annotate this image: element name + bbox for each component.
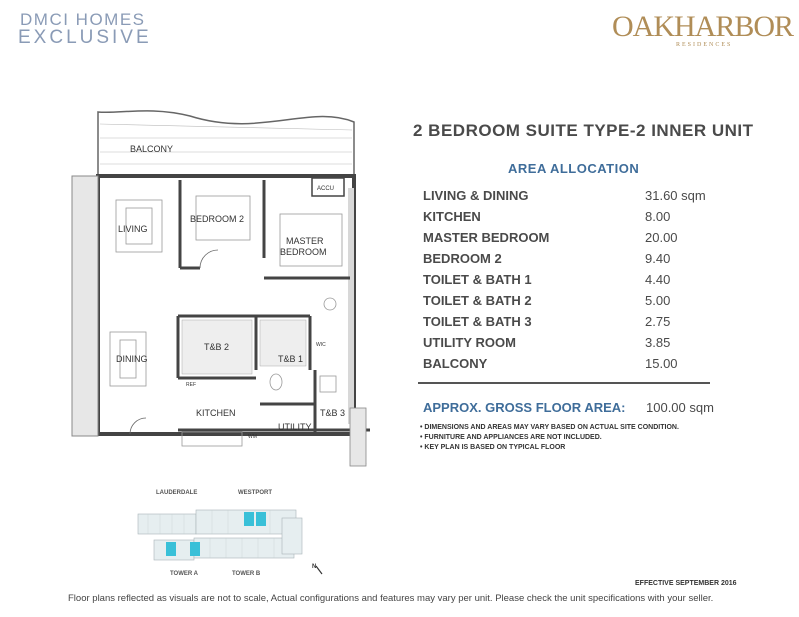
kitchen-label: KITCHEN (196, 408, 236, 418)
area-row-name: TOILET & BATH 3 (423, 314, 532, 329)
key-plan (132, 500, 332, 582)
area-row-value: 31.60 sqm (645, 188, 706, 203)
north-label: N (312, 564, 317, 570)
key-plan-lauderdale: LAUDERDALE (156, 490, 198, 496)
ref-label: REF (186, 382, 196, 388)
wm-label: WM (248, 434, 257, 440)
area-row-name: UTILITY ROOM (423, 335, 516, 350)
dining-label: DINING (116, 354, 148, 364)
brand-line-1: DMCI HOMES (20, 10, 146, 29)
floor-plan (70, 108, 370, 470)
tb2-label: T&B 2 (204, 342, 230, 352)
area-row-value: 20.00 (645, 230, 678, 245)
area-row-name: TOILET & BATH 1 (423, 272, 532, 287)
note: • FURNITURE AND APPLIANCES ARE NOT INCLUDED. (420, 434, 602, 441)
master-label: MASTER (286, 236, 324, 246)
area-row-value: 3.85 (645, 335, 671, 350)
area-row-value: 2.75 (645, 314, 671, 329)
effective-date: EFFECTIVE SEPTEMBER 2016 (635, 580, 737, 587)
north-arrow-icon (316, 566, 322, 574)
divider (418, 382, 710, 384)
area-row-value: 9.40 (645, 251, 671, 266)
accu-label: ACCU (317, 186, 335, 192)
area-row-value: 4.40 (645, 272, 671, 287)
tb1-label: T&B 1 (278, 354, 304, 364)
utility-label: UTILITY (278, 422, 312, 432)
area-row-value: 8.00 (645, 209, 671, 224)
area-row-name: BEDROOM 2 (423, 251, 502, 266)
area-row-name: MASTER BEDROOM (423, 230, 550, 245)
key-plan-westport: WESTPORT (238, 490, 272, 496)
area-row-value: 15.00 (645, 356, 678, 371)
wic-label: WIC (316, 342, 326, 348)
key-plan-tower-b: TOWER B (232, 571, 261, 577)
gross-floor-area-label: APPROX. GROSS FLOOR AREA: (423, 400, 626, 415)
unit-title: 2 BEDROOM SUITE TYPE-2 INNER UNIT (413, 121, 754, 140)
master-label-2: BEDROOM (280, 247, 327, 257)
oakharbor-logo-sub: RESIDENCES (676, 42, 733, 48)
area-row-name: KITCHEN (423, 209, 481, 224)
note: • DIMENSIONS AND AREAS MAY VARY BASED ON ACTUAL SITE CONDITION. (420, 424, 679, 431)
disclaimer-footer: Floor plans reflected as visuals are not to scale, Actual configurations and features may vary per unit. Please check the unit specifications with your seller. (68, 593, 714, 604)
tb3-label: T&B 3 (320, 408, 346, 418)
living-label: LIVING (118, 224, 148, 234)
area-row-name: LIVING & DINING (423, 188, 529, 203)
area-row-name: BALCONY (423, 356, 488, 371)
bedroom2-label: BEDROOM 2 (190, 214, 245, 224)
oakharbor-logo: OAKHARBOR (612, 10, 794, 43)
key-plan-tower-a: TOWER A (170, 571, 198, 577)
balcony-label: BALCONY (130, 144, 174, 154)
gross-floor-area-value: 100.00 sqm (646, 400, 714, 415)
area-row-value: 5.00 (645, 293, 671, 308)
area-allocation-heading: AREA ALLOCATION (508, 161, 640, 176)
brand-line-2: EXCLUSIVE (18, 27, 152, 48)
area-row-name: TOILET & BATH 2 (423, 293, 532, 308)
note: • KEY PLAN IS BASED ON TYPICAL FLOOR (420, 444, 566, 451)
